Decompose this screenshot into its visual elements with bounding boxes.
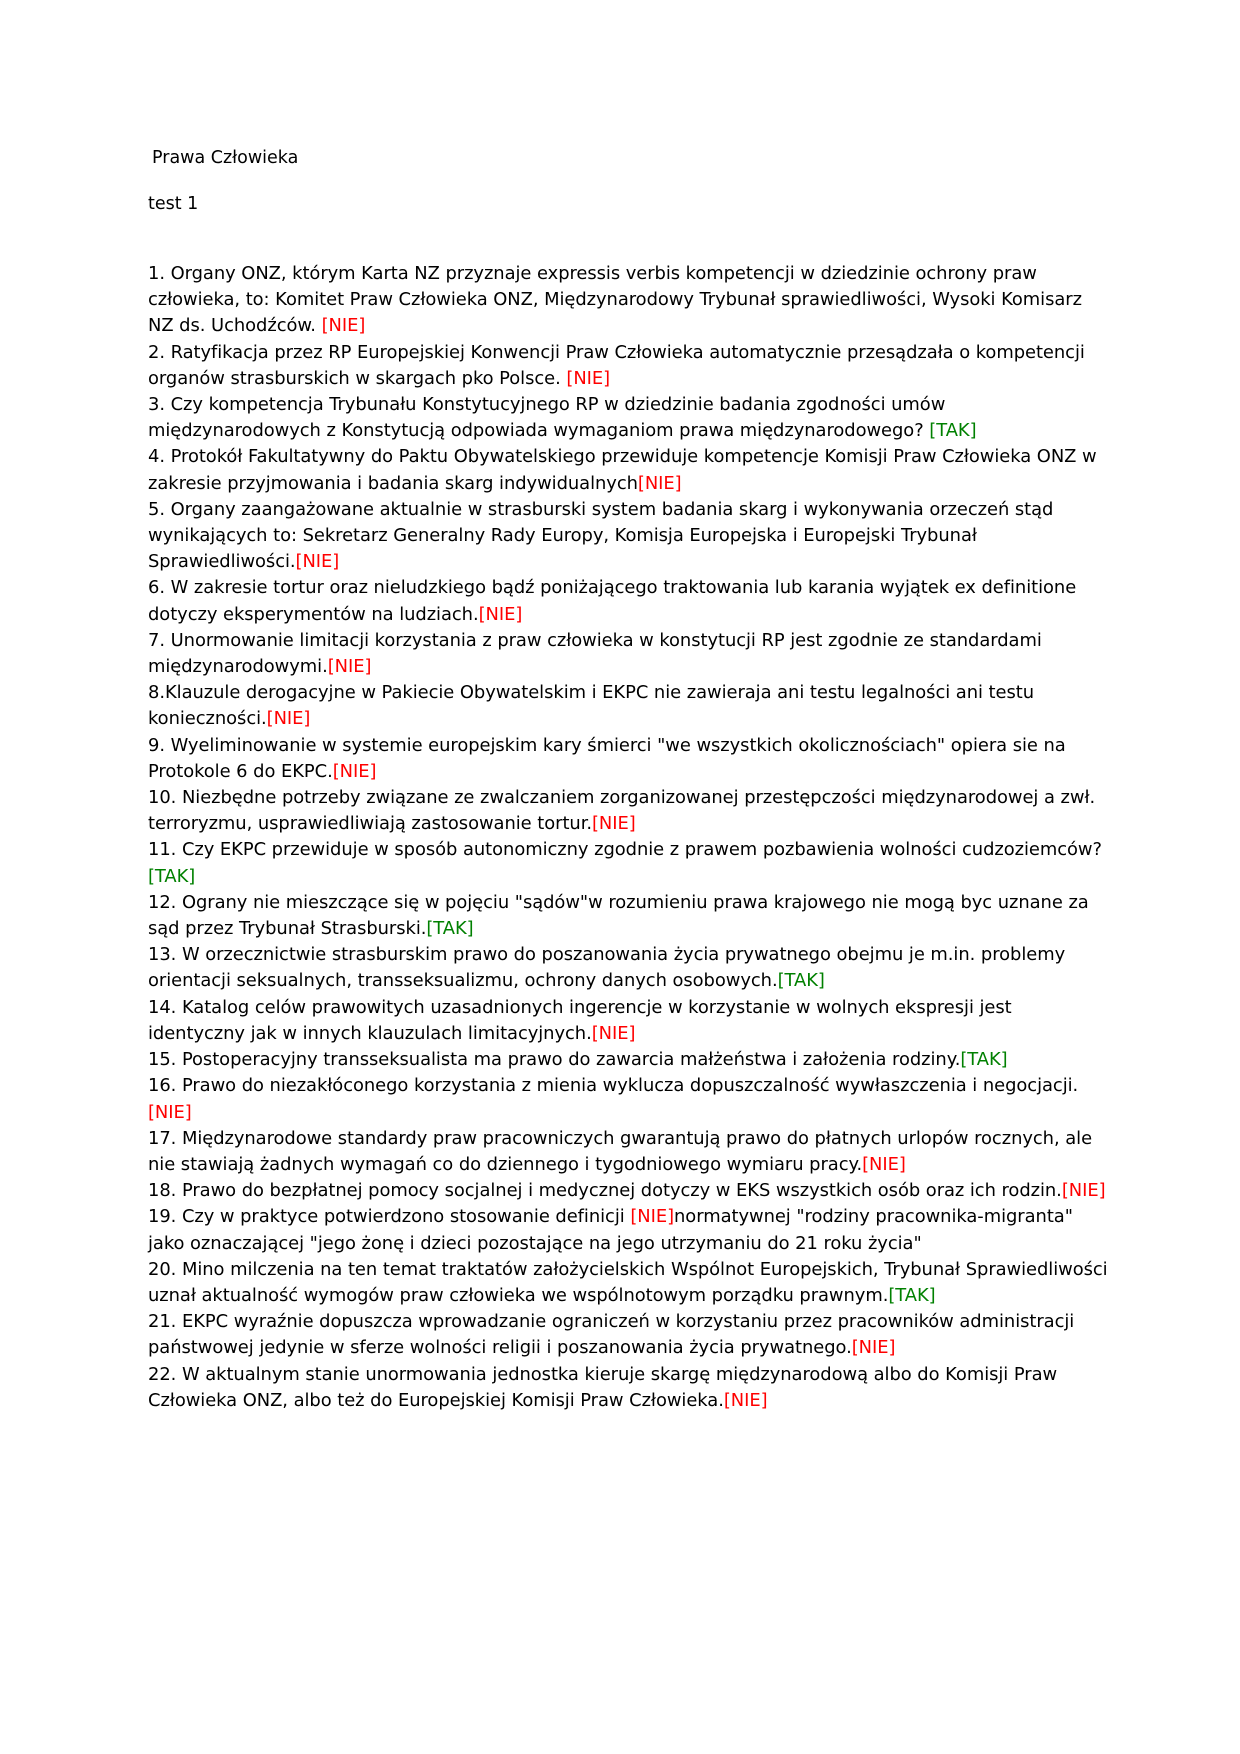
answer-label: [NIE] [592, 813, 636, 835]
question-item [148, 1309, 1108, 1361]
question-item [148, 1073, 1108, 1125]
question-item [148, 680, 1108, 732]
question-text: 12. Ograny nie mieszczące się w pojęciu "sądów"w rozumieniu prawa krajowego nie mogą byc uznane za sąd przez Trybunał Strasburski. [148, 891, 1089, 940]
answer-label: [NIE] [862, 1153, 906, 1175]
question-text: 1. Organy ONZ, którym Karta NZ przyznaje expressis verbis kompetencji w dziedzinie ochrony praw człowieka, to: Komitet Praw Człowieka ONZ, Międzynarodowy Trybunał sprawiedliwości, Wysoki Komisarz NZ ds. Uchodźców. [148, 263, 1082, 337]
question-item [148, 497, 1108, 576]
question-text: 4. Protokół Fakultatywny do Paktu Obywatelskiego przewiduje kompetencje Komisji Praw Człowieka ONZ w zakresie przyjmowania i badania skarg indywidualnych [148, 446, 1097, 494]
question-text: 9. Wyeliminowanie w systemie europejskim kary śmierci "we wszystkich okolicznościach" opiera sie na Protokole 6 do EKPC. [148, 734, 1066, 782]
answer-label: [NIE] [723, 1389, 768, 1411]
question-text: 22. W aktualnym stanie unormowania jednostka kieruje skargę międzynarodową albo do Komisji Praw Człowieka ONZ, albo też do Europejskiej Komisji Praw Człowieka. [148, 1363, 1058, 1411]
answer-label: [NIE] [851, 1337, 896, 1359]
question-text: 5. Organy zaangażowane aktualnie w strasburski system badania skarg i wykonywania orzeczeń stąd wynikających to: Sekretarz Generalny Rady Europy, Komisja Europejska i Europejski Trybunał Sprawiedliwości. [148, 498, 1054, 573]
answer-label: [TAK] [777, 970, 825, 992]
question-item [148, 392, 1108, 444]
question-text: 13. W orzecznictwie strasburskim prawo do poszanowania życia prywatnego obejmu je m.in. problemy orientacji seksualnych, transseksualizmu, ochrony danych osobowych. [148, 944, 1066, 992]
question-item [148, 340, 1108, 392]
answer-label: [NIE] [630, 1206, 675, 1228]
question-text: 11. Czy EKPC przewiduje w sposób autonomiczny zgodnie z prawem pozbawienia wolności cudzoziemców? [148, 839, 1102, 861]
document-title: Prawa Człowieka [152, 148, 299, 168]
answer-label: [NIE] [566, 367, 611, 389]
answer-label: [NIE] [591, 1022, 636, 1044]
document-page [148, 145, 1108, 1414]
question-item [148, 261, 1108, 340]
answer-label: [NIE] [321, 315, 366, 337]
answer-label: [NIE] [266, 708, 311, 730]
question-text: 8.Klauzule derogacyjne w Pakiecie Obywatelskim i EKPC nie zawieraja ani testu legalności ani testu konieczności. [148, 682, 1035, 730]
question-text: 10. Niezbędne potrzeby związane ze zwalczaniem zorganizowanej przestępczości międzynarodowej a zwł. terroryzmu, usprawiedliwiają zastosowanie tortur. [148, 787, 1096, 835]
question-text: 7. Unormowanie limitacji korzystania z praw człowieka w konstytucji RP jest zgodnie ze standardami międzynarodowymi. [148, 629, 1042, 678]
answer-label: [NIE] [478, 603, 523, 625]
question-item [148, 575, 1108, 627]
answer-label: [TAK] [426, 918, 474, 940]
question-item [148, 1362, 1108, 1414]
question-text: 19. Czy w praktyce potwierdzono stosowanie definicji [148, 1206, 631, 1228]
question-text-continued: normatywnej "rodziny pracownika-migranta" jako oznaczającej "jego żonę i dzieci pozostające na jego utrzymaniu do 21 roku życia" [148, 1206, 1073, 1254]
question-item [148, 1257, 1108, 1309]
question-text: 6. W zakresie tortur oraz nieludzkiego bądź poniżającego traktowania lub karania wyjątek ex definitione dotyczy eksperymentów na ludziach. [148, 577, 1077, 625]
question-text: 17. Międzynarodowe standardy praw pracowniczych gwarantują prawo do płatnych urlopów rocznych, ale nie stawiają żadnych wymagań co do dziennego i tygodniowego wymiaru pracy. [148, 1127, 1093, 1175]
answer-label: [TAK] [929, 420, 977, 442]
question-item [148, 628, 1108, 680]
question-item [148, 890, 1108, 942]
answer-label: [NIE] [637, 472, 682, 494]
question-text: 21. EKPC wyraźnie dopuszcza wprowadzanie ograniczeń w korzystaniu przez pracowników administracji państwowej jedynie w sferze wolności religii i poszanowania życia prywatnego. [148, 1311, 1075, 1359]
question-item [148, 1047, 1108, 1073]
question-item [148, 837, 1108, 889]
answer-label: [NIE] [327, 656, 372, 678]
question-text: 14. Katalog celów prawowitych uzasadnionych ingerencje w korzystanie w wolnych ekspresji jest identyczny jak w innych klauzulach limitacyjnych. [148, 996, 1012, 1044]
question-text: 20. Mino milczenia na ten temat traktatów założycielskich Wspólnot Europejskich, Trybunał Sprawiedliwości uznał aktualność wymogów praw człowieka we wspólnotowym porządku prawnym. [148, 1258, 1108, 1306]
question-text: 18. Prawo do bezpłatnej pomocy socjalnej i medycznej dotyczy w EKS wszystkich osób oraz ich rodzin. [148, 1180, 1062, 1202]
question-text: 2. Ratyfikacja przez RP Europejskiej Konwencji Praw Człowieka automatycznie przesądzała o kompetencji organów strasburskich w skargach pko Polsce. [148, 341, 1085, 389]
question-item [148, 1178, 1108, 1204]
document-subtitle: test 1 [148, 194, 199, 214]
answer-label: [NIE] [332, 760, 377, 782]
question-text: 15. Postoperacyjny transseksualista ma prawo do zawarcia małżeństwa i założenia rodziny. [148, 1049, 961, 1071]
question-item [148, 733, 1108, 785]
question-item [148, 1204, 1108, 1256]
answer-label: [NIE] [1061, 1180, 1106, 1202]
question-text: 16. Prawo do niezakłóconego korzystania z mienia wyklucza dopuszczalność wywłaszczenia i negocjacji. [148, 1075, 1079, 1097]
question-item [148, 444, 1108, 496]
answer-label: [TAK] [148, 865, 196, 887]
question-item [148, 785, 1108, 837]
question-item [148, 995, 1108, 1047]
answer-label: [TAK] [888, 1284, 936, 1306]
question-list [148, 261, 1108, 1414]
question-item [148, 942, 1108, 994]
answer-label: [TAK] [960, 1049, 1008, 1071]
question-text: 3. Czy kompetencja Trybunału Konstytucyjnego RP w dziedzinie badania zgodności umów międzynarodowych z Konstytucją odpowiada wymaganiom prawa międzynarodowego? [148, 394, 946, 442]
answer-label: [NIE] [148, 1101, 192, 1123]
answer-label: [NIE] [295, 551, 340, 573]
question-item [148, 1126, 1108, 1178]
